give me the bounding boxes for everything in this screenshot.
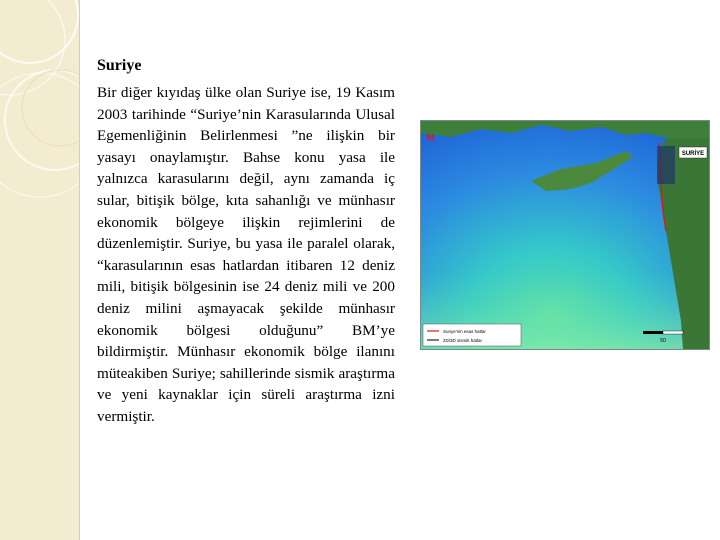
syria-maritime-map <box>420 120 710 350</box>
survey-blocks <box>657 146 675 184</box>
scale-bar-segment <box>663 331 683 334</box>
slide-title: Suriye <box>97 57 142 74</box>
legend-row-2: 2D/3D sismik hatlar <box>443 338 483 343</box>
legend-row-1: Suriye'nin esas hatlar <box>443 329 486 334</box>
slide-paragraph: Bir diğer kıyıdaş ülke olan Suriye ise, 19 Kasım 2003 tarihinde “Suriye’nin Karasularında Ulusal Egemenliğinin Belirlenmesi ”ne ilişkin bir yasayı onaylamıştır. Bahse konu yasa ile yalnızca karasularını değil, aynı zamanda iç sular, bitişik bölge, kıta sahanlığı ve münhasır ekonomik bölgeye ilişkin rejimlerini de düzenlemiştir. Suriye, bu yasa ile paralel olarak, “karasularının esas hatlardan itibaren 12 deniz mili, bitişik bölgesinin ise 24 deniz mili ve 200 deniz milini aşmayacak şekilde münhasır ekonomik bölgesi olduğunu” BM’ye bildirmiştir. Münhasır ekonomik bölge ilanını müteakiben Suriye; sahillerinde sismik araştırma ve yeni kaynaklar için süreli araştırma izni vermiştir. <box>97 84 395 425</box>
decorative-side-panel <box>0 0 80 540</box>
country-label: SURİYE <box>681 151 705 157</box>
decorative-circles-icon <box>0 0 79 540</box>
north-arrow-icon: N <box>427 133 435 144</box>
scale-label: 50 <box>660 338 666 344</box>
